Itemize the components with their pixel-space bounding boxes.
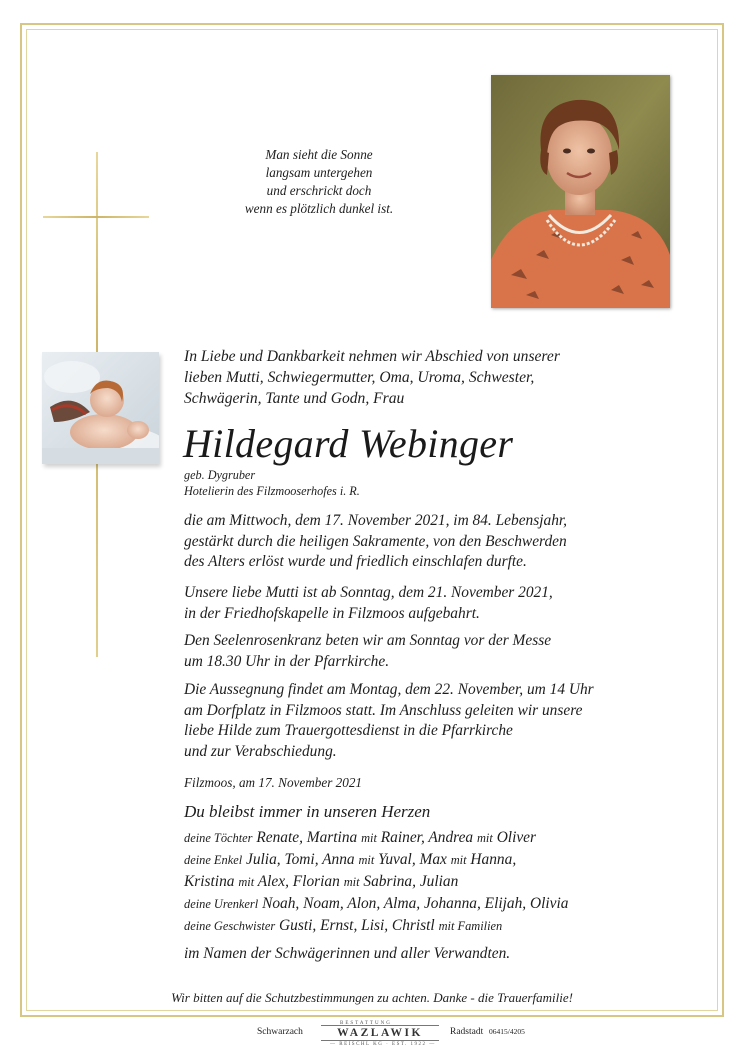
- undertaker-footer: [0, 1021, 750, 1051]
- relatives-line: im Namen der Schwägerinnen und aller Verwandten.: [184, 945, 511, 962]
- occupation: Hotelierin des Filzmooserhofes i. R.: [184, 484, 360, 498]
- place-date: Filzmoos, am 17. November 2021: [184, 775, 363, 790]
- daughters-names: Oliver: [496, 829, 537, 846]
- intro-line: In Liebe und Dankbarkeit nehmen wir Abschied von unserer: [184, 348, 560, 365]
- with-word: mit: [361, 831, 377, 845]
- paragraph-funeral: [184, 680, 594, 762]
- quote-line: langsam untergehen: [265, 165, 373, 180]
- grandchildren-line: [184, 849, 568, 871]
- grandchildren-names: Kristina: [184, 873, 235, 890]
- footer-location-left: Schwarzach: [257, 1027, 303, 1037]
- memorial-quote: [212, 146, 426, 218]
- siblings-names: Gusti, Ernst, Lisi, Christl: [279, 917, 435, 934]
- quote-line: Man sieht die Sonne: [265, 147, 373, 162]
- deceased-name: Hildegard Webinger: [183, 421, 514, 466]
- paragraph-line: und zur Verabschiedung.: [184, 742, 337, 760]
- quote-line: und erschrickt doch: [266, 183, 372, 198]
- deceased-details: [184, 467, 360, 499]
- daughters-names: Rainer, Andrea: [380, 829, 474, 846]
- grandchildren-line: [184, 871, 568, 893]
- grandchildren-names: Alex, Florian: [257, 873, 340, 890]
- daughters-label: deine Töchter: [184, 831, 253, 845]
- paragraph-line: gestärkt durch die heiligen Sakramente, von den Beschwerden: [184, 532, 567, 550]
- cherub-image: [42, 352, 159, 464]
- grandchildren-label: deine Enkel: [184, 853, 243, 867]
- paragraph-line: Die Aussegnung findet am Montag, dem 22. November, um 14 Uhr: [184, 681, 594, 698]
- with-word: mit: [450, 853, 467, 867]
- brand-tagline: BESTATTUNG: [340, 1021, 392, 1026]
- quote-line: wenn es plötzlich dunkel ist.: [244, 201, 394, 216]
- paragraph-line: am Dorfplatz in Filzmoos statt. Im Anschluss geleiten wir unsere: [184, 701, 583, 719]
- paragraph-line: die am Mittwoch, dem 17. November 2021, im 84. Lebensjahr,: [184, 512, 568, 529]
- with-word: mit: [476, 831, 493, 845]
- with-word: mit: [343, 875, 360, 889]
- paragraph-death: [184, 511, 567, 573]
- siblings-label: deine Geschwister: [184, 919, 276, 933]
- paragraph-line: des Alters erlöst wurde und friedlich einschlafen durfte.: [184, 553, 527, 570]
- birth-name: geb. Dygruber: [184, 468, 256, 482]
- paragraph-viewing: [184, 583, 553, 624]
- footer-location-right: Radstadt: [450, 1027, 484, 1037]
- intro-line: Schwägerin, Tante und Godn, Frau: [184, 390, 405, 407]
- with-word: mit: [238, 875, 255, 889]
- grandchildren-names: Hanna,: [470, 851, 517, 868]
- paragraph-line: Unsere liebe Mutti ist ab Sonntag, dem 21. November 2021,: [184, 584, 553, 601]
- family-list: [184, 827, 568, 965]
- grandchildren-names: Sabrina, Julian: [363, 873, 459, 890]
- protection-request: Wir bitten auf die Schutzbestimmungen zu achten. Danke - die Trauerfamilie!: [171, 990, 573, 1005]
- siblings-line: [184, 915, 568, 937]
- intro-line: lieben Mutti, Schwiegermutter, Oma, Uroma, Schwester,: [184, 369, 535, 386]
- daughters-line: [184, 827, 568, 849]
- brand-logo: WAZLAWIK: [321, 1025, 439, 1041]
- grandchildren-names: Yuval, Max: [378, 851, 447, 868]
- portrait-photo: [491, 75, 670, 308]
- great-grandchildren-line: [184, 893, 568, 915]
- with-word: mit: [358, 853, 375, 867]
- closing-heading: Du bleibst immer in unseren Herzen: [184, 802, 431, 821]
- daughters-names: Renate, Martina: [256, 829, 358, 846]
- paragraph-line: Den Seelenrosenkranz beten wir am Sonntag vor der Messe: [184, 632, 552, 649]
- brand-subline: — REISCHL KG · EST. 1922 —: [330, 1042, 436, 1047]
- great-grandchildren-names: Noah, Noam, Alon, Alma, Johanna, Elijah, Olivia: [262, 895, 569, 912]
- paragraph-line: in der Friedhofskapelle in Filzmoos aufgebahrt.: [184, 604, 480, 622]
- intro-text: [184, 346, 560, 409]
- paragraph-line: liebe Hilde zum Trauergottesdienst in die Pfarrkirche: [184, 722, 513, 739]
- paragraph-line: um 18.30 Uhr in der Pfarrkirche.: [184, 652, 390, 670]
- great-grandchildren-label: deine Urenkerl: [184, 897, 259, 911]
- siblings-suffix: mit Familien: [438, 919, 503, 933]
- grandchildren-names: Julia, Tomi, Anna: [246, 851, 355, 868]
- footer-phone: 06415/4205: [489, 1027, 525, 1036]
- cross-horizontal-bar: [43, 216, 149, 218]
- paragraph-rosary: [184, 631, 551, 672]
